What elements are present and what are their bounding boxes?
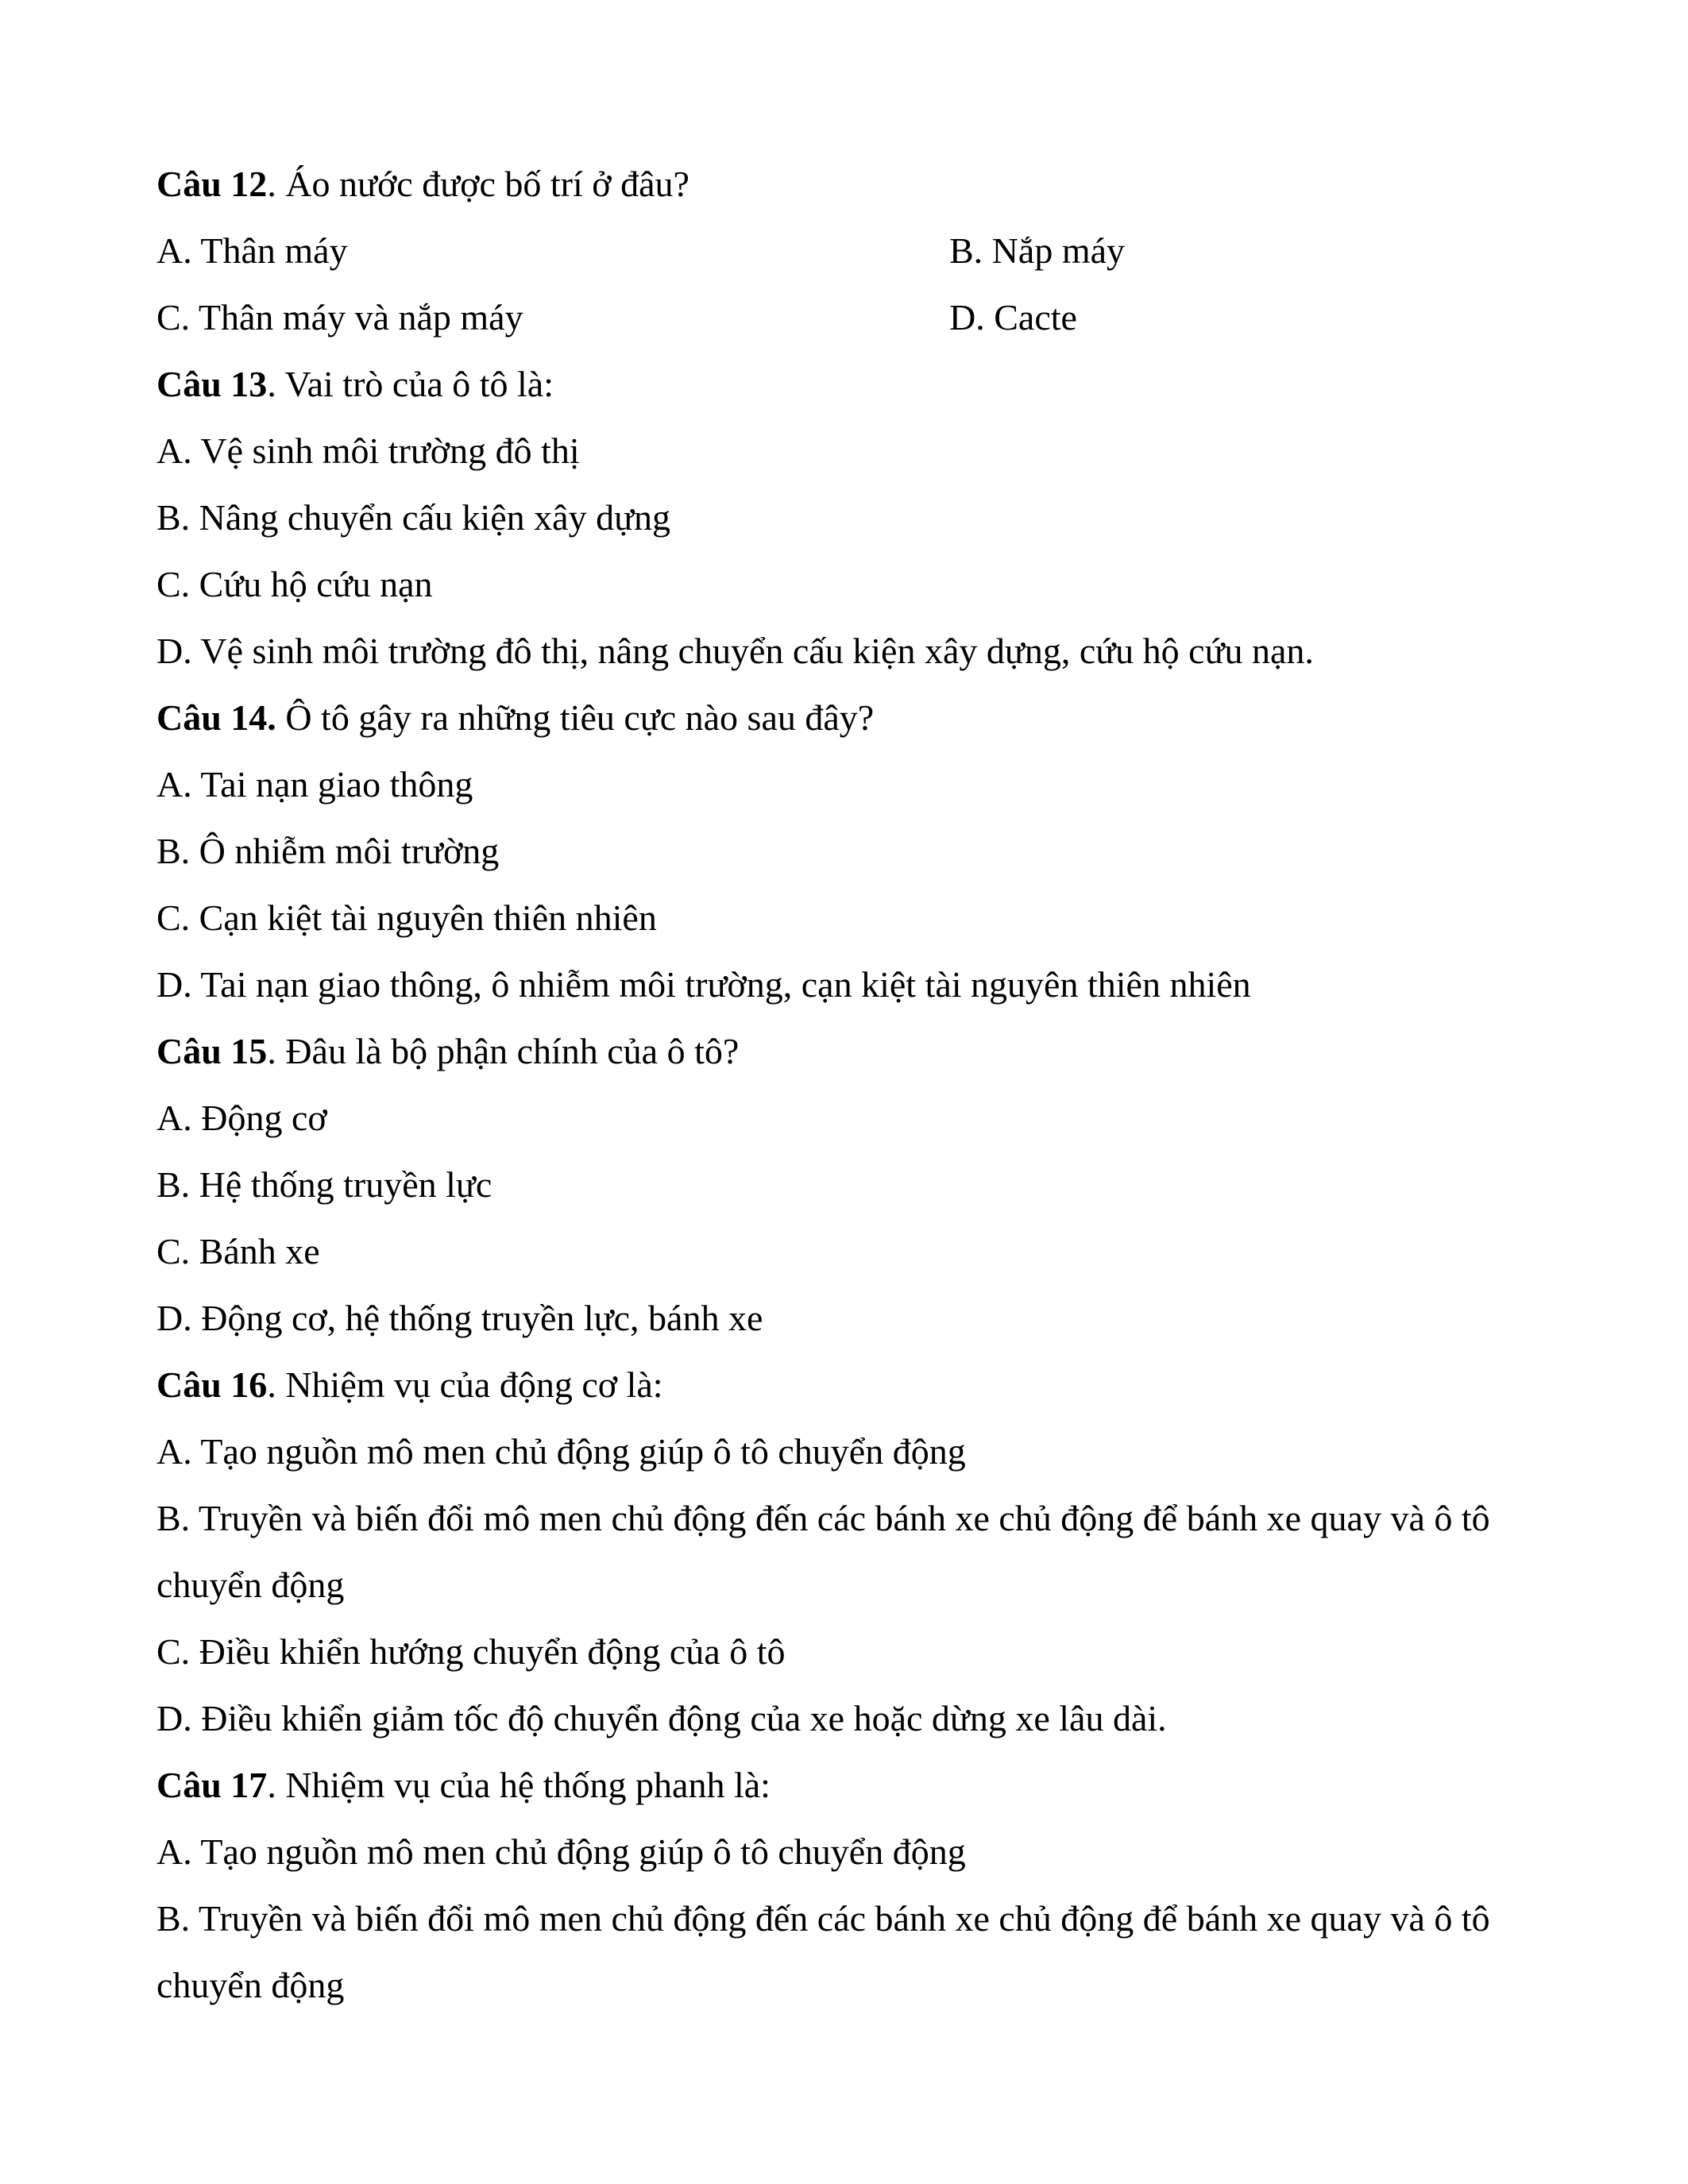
option-a: A. Thân máy [156, 230, 348, 271]
question-15 [156, 1018, 1555, 1085]
option-b: B. Hệ thống truyền lực [156, 1164, 492, 1205]
option-a: A. Tạo nguồn mô men chủ động giúp ô tô chuyển động [156, 1831, 966, 1872]
question-label: Câu 16 [156, 1364, 268, 1405]
options-row [156, 218, 1555, 284]
option-d: D. Động cơ, hệ thống truyền lực, bánh xe [156, 1298, 763, 1338]
option-a: A. Động cơ [156, 1098, 327, 1138]
option-d: D. Tai nạn giao thông, ô nhiễm môi trường, cạn kiệt tài nguyên thiên nhiên [156, 964, 1251, 1005]
question-14 [156, 685, 1555, 751]
question-text: . Vai trò của ô tô là: [267, 364, 554, 404]
question-label: Câu 12 [156, 164, 268, 204]
question-label: Câu 17 [156, 1765, 268, 1805]
option-b: B. Nâng chuyển cấu kiện xây dựng [156, 497, 671, 538]
option-c: C. Cạn kiệt tài nguyên thiên nhiên [156, 897, 657, 938]
question-text: . Nhiệm vụ của hệ thống phanh là: [267, 1765, 771, 1805]
question-label: Câu 15 [156, 1031, 268, 1071]
question-text: . Áo nước được bố trí ở đâu? [267, 164, 689, 204]
option-b: B. Truyền và biến đổi mô men chủ động đến các bánh xe chủ động để bánh xe quay và ô tô chuyển động [156, 1498, 1490, 1605]
option-a: A. Tai nạn giao thông [156, 764, 473, 805]
question-text: . Đâu là bộ phận chính của ô tô? [267, 1031, 740, 1071]
question-label: Câu 14. [156, 697, 276, 738]
question-12 [156, 151, 1555, 218]
option-b: B. Truyền và biến đổi mô men chủ động đến các bánh xe chủ động để bánh xe quay và ô tô chuyển động [156, 1898, 1490, 2005]
option-c: C. Thân máy và nắp máy [156, 297, 523, 338]
question-text: Ô tô gây ra những tiêu cực nào sau đây? [276, 697, 875, 738]
option-c: C. Điều khiển hướng chuyển động của ô tô [156, 1631, 786, 1672]
option-d: D. Cacte [949, 297, 1077, 338]
option-a: A. Tạo nguồn mô men chủ động giúp ô tô chuyển động [156, 1431, 966, 1472]
option-c: C. Bánh xe [156, 1231, 320, 1271]
question-17 [156, 1752, 1555, 1819]
question-list [156, 151, 1555, 2019]
option-c: C. Cứu hộ cứu nạn [156, 564, 433, 604]
option-d: D. Vệ sinh môi trường đô thị, nâng chuyển cấu kiện xây dựng, cứu hộ cứu nạn. [156, 631, 1314, 671]
question-text: . Nhiệm vụ của động cơ là: [267, 1364, 663, 1405]
question-13 [156, 351, 1555, 418]
options-row [156, 284, 1555, 351]
question-16 [156, 1352, 1555, 1418]
option-b: B. Nắp máy [949, 230, 1126, 271]
option-a: A. Vệ sinh môi trường đô thị [156, 430, 580, 471]
option-b: B. Ô nhiễm môi trường [156, 831, 500, 871]
option-d: D. Điều khiển giảm tốc độ chuyển động của xe hoặc dừng xe lâu dài. [156, 1698, 1167, 1738]
question-label: Câu 13 [156, 364, 268, 404]
